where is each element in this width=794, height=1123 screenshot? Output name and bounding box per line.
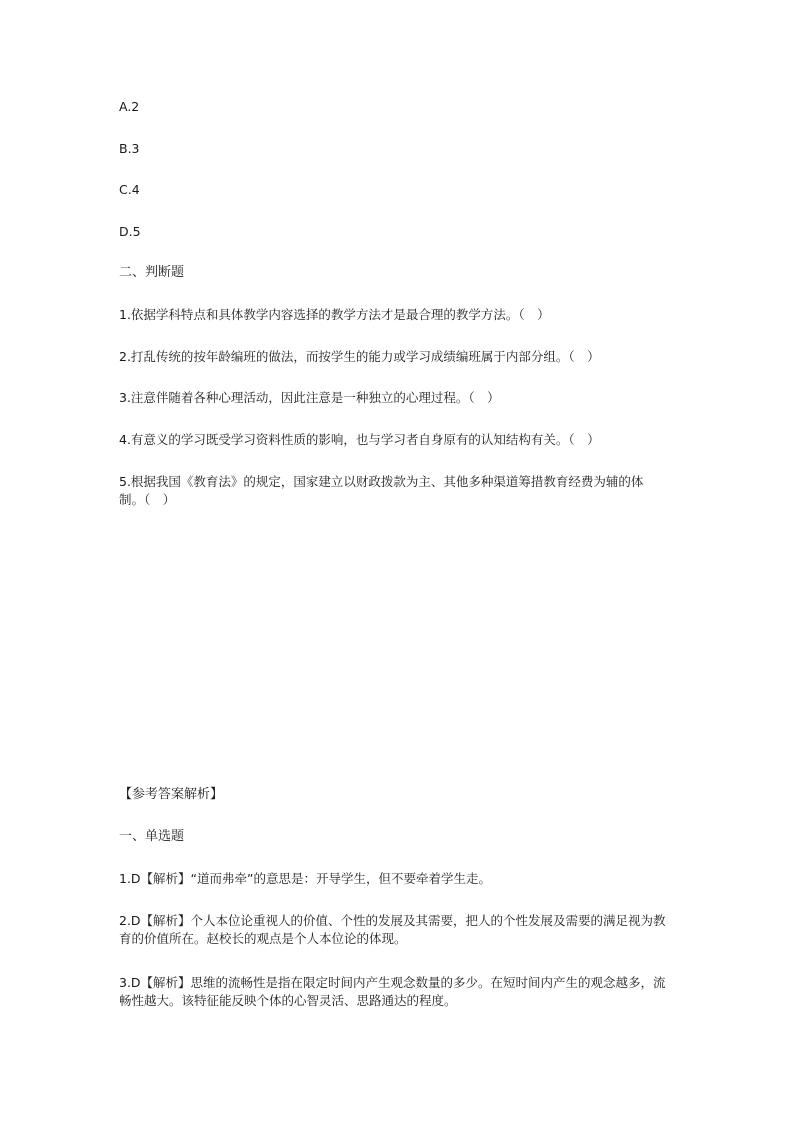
judge-question-2: 2.打乱传统的按年龄编班的做法，而按学生的能力或学习成绩编班属于内部分组。（ ）	[119, 349, 600, 364]
answer-key-title: 【参考答案解析】	[119, 787, 224, 802]
judge-question-4: 4.有意义的学习既受学习资料性质的影响，也与学习者自身原有的认知结构有关。（ ）	[119, 432, 600, 447]
judge-question-3: 3.注意伴随着各种心理活动，因此注意是一种独立的心理过程。（ ）	[119, 390, 500, 405]
answer-item-3: 3.D【解析】思维的流畅性是指在限定时间内产生观念数量的多少。在短时间内产生的观念越多，流畅性越大。该特征能反映个体的心智灵活、思路通达的程度。	[119, 975, 666, 1008]
judge-question-1: 1.依据学科特点和具体教学内容选择的教学方法才是最合理的教学方法。（ ）	[119, 307, 550, 322]
option-a: A.2	[119, 99, 140, 114]
answer-item-1: 1.D【解析】“道而弗牵”的意思是：开导学生，但不要牵着学生走。	[119, 871, 492, 886]
answer-item-2: 2.D【解析】个人本位论重视人的价值、个性的发展及其需要，把人的个性发展及需要的满足视为教育的价值所在。赵校长的观点是个人本位论的体现。	[119, 913, 666, 946]
option-d: D.5	[119, 224, 141, 239]
answer-section-title: 一、单选题	[119, 829, 185, 844]
judge-section-title: 二、判断题	[119, 265, 185, 280]
option-b: B.3	[119, 141, 140, 156]
option-c: C.4	[119, 182, 140, 197]
judge-question-5: 5.根据我国《教育法》的规定，国家建立以财政拨款为主、其他多种渠道筹措教育经费为辅的体制。（ ）	[119, 474, 644, 507]
